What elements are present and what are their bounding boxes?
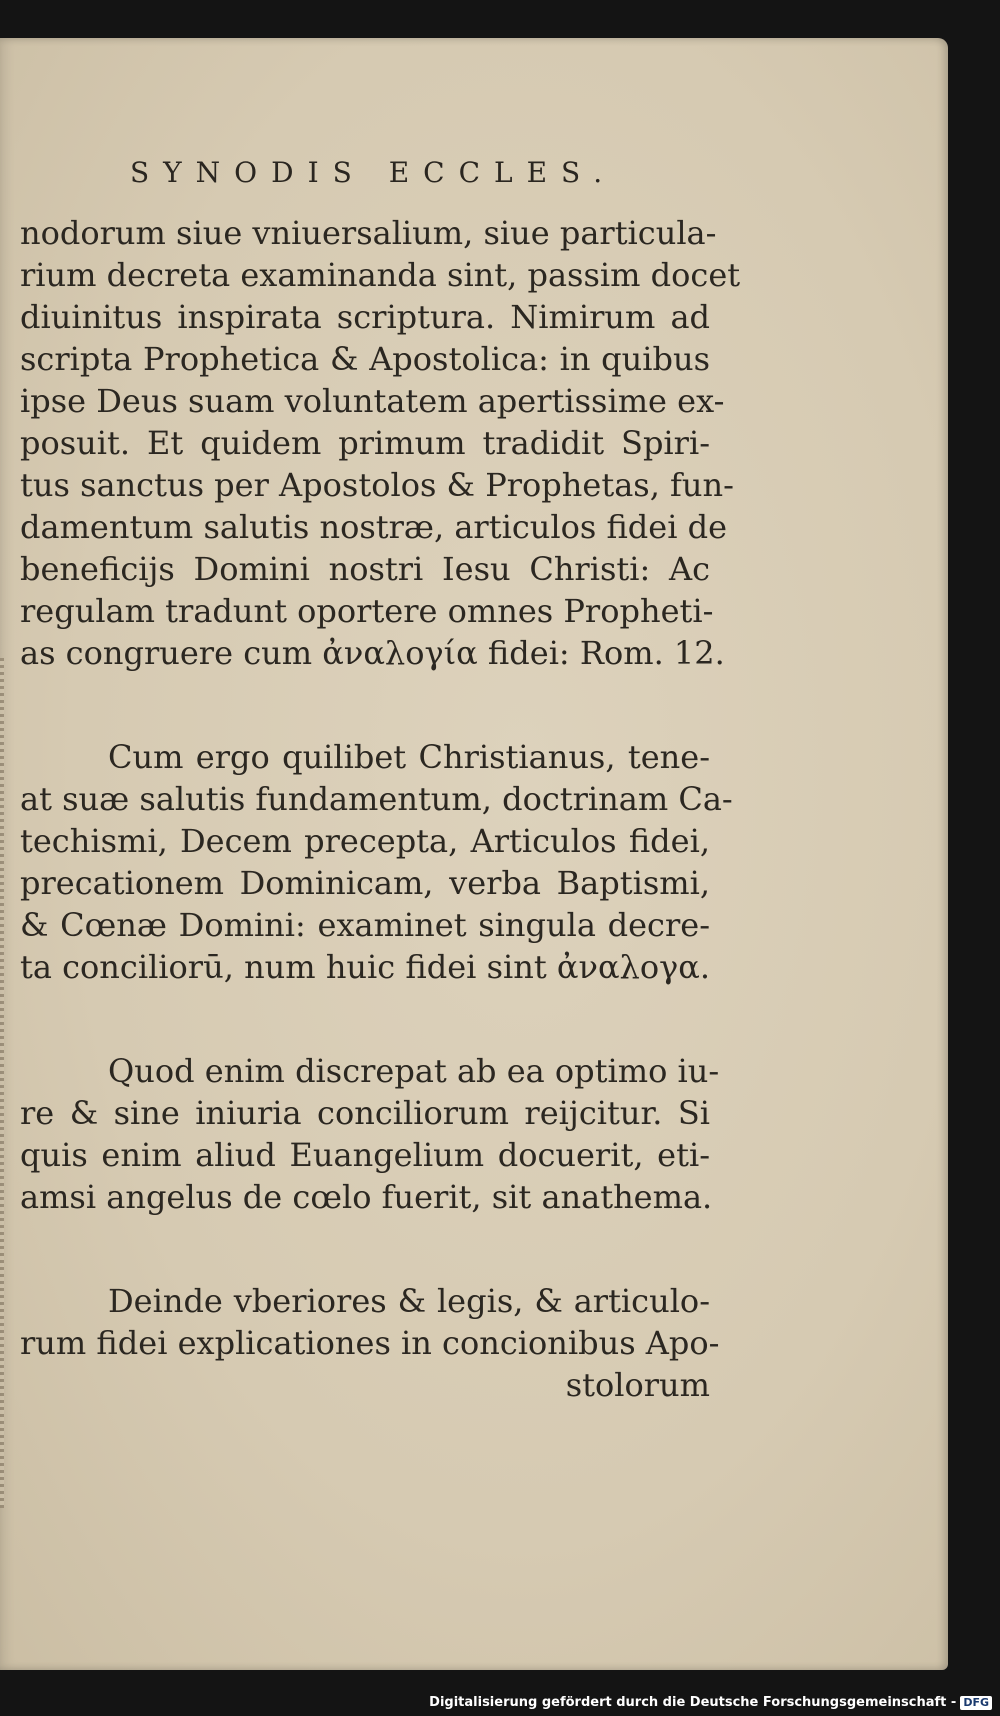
paragraph-4 — [20, 1280, 720, 1406]
text-line: ta conciliorū, num huic fidei sint ἀναλογα. — [20, 948, 710, 986]
dfg-logo-icon: DFG — [960, 1696, 992, 1710]
text-line: quis enim aliud Euangelium docuerit, eti- — [20, 1136, 710, 1174]
book-page — [0, 38, 948, 1670]
text-line: Quod enim discrepat ab ea optimo iu- — [108, 1052, 720, 1090]
paragraph-2 — [20, 736, 733, 988]
text-line: tus sanctus per Apostolos & Prophetas, fun- — [20, 466, 734, 504]
paragraph-1 — [20, 212, 741, 674]
text-line: Cum ergo quilibet Christianus, tene- — [108, 738, 710, 776]
text-line: at suæ salutis fundamentum, doctrinam Ca- — [20, 780, 733, 818]
text-line: scripta Prophetica & Apostolica: in quibus — [20, 340, 710, 378]
text-line: Deinde vberiores & legis, & articulo- — [108, 1282, 710, 1320]
catchword: stolorum — [565, 1366, 710, 1404]
text-line: diuinitus inspirata scriptura. Nimirum ad — [20, 298, 710, 336]
text-line: & Cœnæ Domini: examinet singula decre- — [20, 906, 710, 944]
text-line: rium decreta examinanda sint, passim docet — [20, 256, 741, 294]
text-line: amsi angelus de cœlo fuerit, sit anathema. — [20, 1178, 713, 1216]
text-line: techismi, Decem precepta, Articulos fidei, — [20, 822, 710, 860]
digitization-credit — [429, 1695, 992, 1710]
text-line: posuit. Et quidem primum tradidit Spiri- — [20, 424, 710, 462]
running-head: SYNODIS ECCLES. — [130, 156, 617, 189]
text-line: ipse Deus suam voluntatem apertissime ex- — [20, 382, 725, 420]
page-edge — [0, 658, 4, 1508]
body-text — [20, 212, 741, 1406]
text-line: damentum salutis nostræ, articulos fidei de — [20, 508, 728, 546]
credit-text: Digitalisierung gefördert durch die Deutsche Forschungsgemeinschaft - — [429, 1695, 957, 1710]
text-line: precationem Dominicam, verba Baptismi, — [20, 864, 710, 902]
paragraph-3 — [20, 1050, 720, 1218]
text-line: rum fidei explicationes in concionibus Apo- — [20, 1324, 720, 1362]
text-line: regulam tradunt oportere omnes Propheti- — [20, 592, 714, 630]
text-line: beneficijs Domini nostri Iesu Christi: Ac — [20, 550, 710, 588]
text-line: nodorum siue vniuersalium, siue particula- — [20, 214, 717, 252]
text-line: as congruere cum ἀναλογία fidei: Rom. 12. — [20, 634, 725, 672]
text-line: re & sine iniuria conciliorum reijcitur. Si — [20, 1094, 710, 1132]
